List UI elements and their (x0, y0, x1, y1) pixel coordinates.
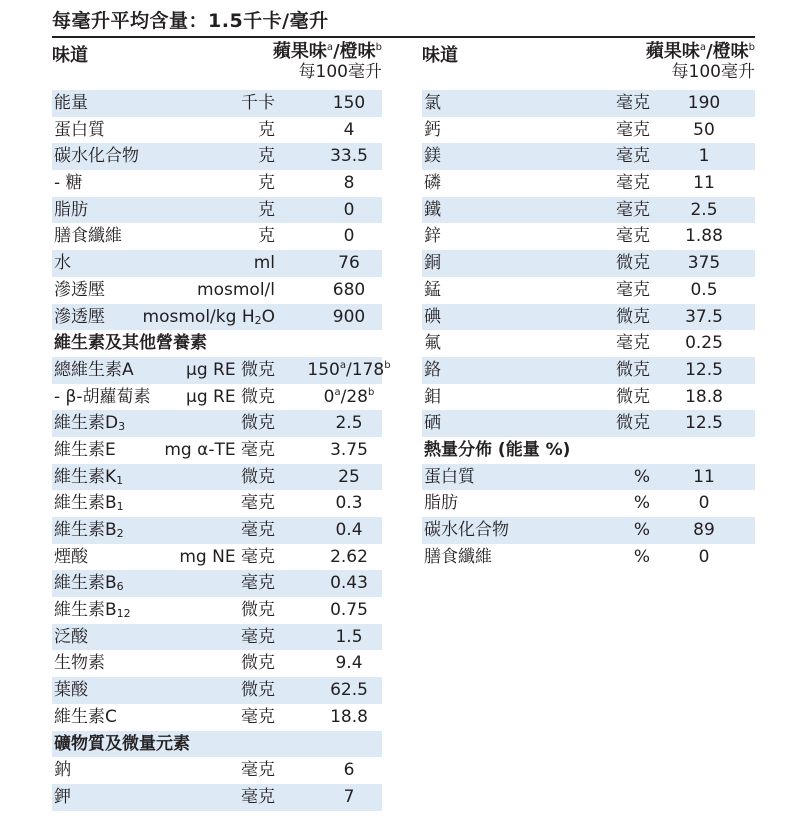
nutrient-name: 氟 (424, 333, 441, 354)
unit-cell: 微克 (241, 466, 275, 487)
value-cell: 2.5 (690, 199, 718, 220)
value-cell: 33.5 (330, 146, 368, 167)
table-row (422, 304, 755, 331)
table-row (422, 170, 755, 197)
value-cell: 0.4 (335, 520, 363, 540)
flavor-header: 蘋果味$^a$/橙味$^b$ 每100毫升 (272, 41, 382, 82)
value-cell: 18.8 (685, 386, 723, 407)
nutrient-name: 錳 (424, 279, 441, 300)
nutrient-name: 蛋白質 (54, 119, 105, 140)
nutrient-name: 維生素$D_3$ (54, 413, 126, 434)
nutrient-name: 鉀 (54, 786, 71, 807)
per-100ml-label: 每100毫升 (671, 62, 755, 82)
table-row (52, 437, 382, 464)
nutrient-name: 硒 (424, 413, 441, 434)
value-cell: 37.5 (685, 306, 723, 327)
value-cell: 375 (687, 253, 721, 274)
value-cell: 2.62 (330, 546, 368, 567)
value-cell: 8 (343, 173, 355, 194)
value-cell: 0.5 (690, 279, 718, 300)
value-cell: 0.3 (335, 493, 363, 514)
value-cell: 4 (343, 119, 355, 140)
value-cell: 900 (332, 306, 366, 327)
value-cell: 190 (687, 93, 721, 113)
unit-cell: 毫克 (616, 199, 650, 220)
unit-cell: 毫克 (616, 119, 650, 140)
flavor-column-label: 味道 (52, 45, 88, 66)
table-row (52, 597, 382, 624)
value-cell: 3.75 (330, 439, 368, 460)
table-row (52, 517, 382, 544)
table-row (52, 757, 382, 784)
nutrient-name: 維生素$K_1$ (54, 466, 124, 487)
nutrient-name: 礦物質及微量元素 (54, 733, 190, 754)
value-cell: 9.4 (335, 653, 363, 674)
unit-cell: 毫克 (616, 333, 650, 354)
table-row (422, 197, 755, 224)
nutrient-name: 氯 (424, 93, 441, 113)
unit-cell: 微克 (616, 359, 650, 380)
value-cell: 25 (338, 466, 360, 487)
table-row (52, 784, 382, 811)
nutrient-name: - 糖 (54, 173, 83, 194)
table-row (422, 544, 755, 571)
value-cell: 1.5 (335, 626, 363, 647)
unit-cell: 毫克 (241, 626, 275, 647)
per-100ml-label: 每100毫升 (298, 62, 382, 82)
table-row (422, 117, 755, 144)
unit-cell: % (633, 466, 650, 487)
unit-cell: 毫克 (616, 93, 650, 113)
nutrient-name: 維生素$B_{12}$ (54, 600, 131, 621)
nutrient-name: 鉻 (424, 359, 441, 380)
nutrient-name: 碳水化合物 (424, 520, 509, 540)
value-cell: 12.5 (685, 359, 723, 380)
unit-cell: 克 (258, 199, 275, 220)
nutrient-name: 膳食纖維 (424, 546, 492, 567)
value-cell: 50 (693, 119, 715, 140)
value-cell: 150 (332, 93, 366, 113)
nutrient-name: 能量 (54, 93, 88, 113)
value-cell: 7 (343, 786, 355, 807)
table-row (52, 650, 382, 677)
value-cell: 0 (343, 226, 355, 247)
nutrient-name: 水 (54, 253, 71, 274)
unit-cell: 毫克 (241, 573, 275, 594)
value-cell: 18.8 (330, 706, 368, 727)
flavor-column-label: 味道 (422, 45, 458, 66)
nutrient-name: 維生素C (54, 706, 117, 727)
flavor-apple: 蘋果味 (272, 41, 327, 62)
nutrient-name: 蛋白質 (424, 466, 475, 487)
table-row (52, 197, 382, 224)
page-title: 每毫升平均含量：1.5千卡/毫升 (52, 10, 329, 32)
value-cell: 0$^a$/28$^b$ (323, 386, 375, 407)
value-cell: 0.43 (330, 573, 368, 594)
unit-cell: 微克 (241, 600, 275, 621)
unit-cell: 微克 (241, 680, 275, 701)
nutrient-name: 維生素$B_1$ (54, 493, 124, 514)
unit-cell: 克 (258, 173, 275, 194)
nutrient-name: 生物素 (54, 653, 105, 674)
unit-cell: ml (253, 253, 275, 274)
table-row (52, 490, 382, 517)
table-row (52, 223, 382, 250)
unit-cell: mosmol/l (197, 279, 275, 300)
section-header (52, 330, 382, 357)
table-row (422, 330, 755, 357)
nutrient-name: 碳水化合物 (54, 146, 139, 167)
value-cell: 0 (698, 546, 710, 567)
nutrient-name: 銅 (424, 253, 441, 274)
table-row (422, 517, 755, 544)
unit-cell: 毫克 (241, 786, 275, 807)
value-cell: 680 (332, 279, 366, 300)
unit-cell: 微克 (241, 653, 275, 674)
value-cell: 6 (343, 760, 355, 781)
nutrient-name: 維生素E (54, 439, 116, 460)
table-row (422, 277, 755, 304)
table-row (422, 90, 755, 117)
section-header (422, 437, 755, 464)
unit-cell: 毫克 (616, 173, 650, 194)
unit-cell: % (633, 546, 650, 567)
table-row (52, 624, 382, 651)
nutrient-name: 磷 (424, 173, 441, 194)
right-table-header (422, 38, 755, 90)
nutrient-name: 滲透壓 (54, 279, 105, 300)
nutrient-name: 熱量分佈 (能量 %) (424, 439, 571, 460)
unit-cell: % (633, 520, 650, 540)
table-row (52, 544, 382, 571)
table-row (52, 143, 382, 170)
nutrient-name: 總維生素A (54, 359, 134, 380)
nutrient-name: 鐵 (424, 199, 441, 220)
value-cell: 1 (698, 146, 710, 167)
table-row (52, 677, 382, 704)
table-row (52, 117, 382, 144)
value-cell: 76 (338, 253, 360, 274)
unit-cell: 微克 (241, 413, 275, 434)
value-cell: 11 (693, 173, 715, 194)
nutrient-name: 脂肪 (54, 199, 88, 220)
value-cell: 62.5 (330, 680, 368, 701)
unit-cell: 毫克 (241, 760, 275, 781)
table-row (52, 357, 391, 384)
unit-cell: 微克 (616, 413, 650, 434)
value-cell: 1.88 (685, 226, 723, 247)
flavor-orange: 橙味 (712, 41, 749, 62)
unit-cell: mg α-TE 毫克 (164, 439, 275, 460)
table-row (422, 143, 755, 170)
unit-cell: μg RE 微克 (186, 359, 275, 380)
nutrient-name: 脂肪 (424, 493, 458, 514)
table-row (52, 277, 382, 304)
unit-cell: 毫克 (616, 146, 650, 167)
table-row (52, 304, 382, 331)
unit-cell: 微克 (616, 306, 650, 327)
table-row (422, 357, 755, 384)
left-table (52, 38, 391, 811)
unit-cell: 克 (258, 146, 275, 167)
nutrient-name: 鉬 (424, 386, 441, 407)
value-cell: 11 (693, 466, 715, 487)
table-row (52, 90, 382, 117)
left-table-header (52, 38, 382, 90)
nutrient-name: 葉酸 (54, 680, 88, 701)
value-cell: 0 (698, 493, 710, 514)
unit-cell: 毫克 (241, 706, 275, 727)
nutrient-name: 滲透壓 (54, 306, 105, 327)
table-row (422, 384, 755, 411)
value-cell: 0.75 (330, 600, 368, 621)
value-cell: 2.5 (335, 413, 363, 434)
nutrient-name: 鈉 (54, 760, 71, 781)
unit-cell: 毫克 (616, 226, 650, 247)
unit-cell: 微克 (616, 386, 650, 407)
right-table (422, 38, 755, 570)
nutrient-name: 維生素及其他營養素 (54, 333, 207, 354)
nutrient-name: 鋅 (424, 226, 441, 247)
unit-cell: 千卡 (241, 93, 275, 113)
table-row (52, 250, 382, 277)
table-row (52, 170, 382, 197)
table-row (422, 464, 755, 491)
value-cell: 0 (343, 199, 355, 220)
table-row (52, 570, 382, 597)
nutrient-name: 維生素$B_2$ (54, 520, 124, 540)
unit-cell: mosmol/kg $H_2O$ (142, 306, 275, 327)
value-cell: 0.25 (685, 333, 723, 354)
table-row (52, 384, 382, 411)
table-row (52, 704, 382, 731)
flavor-header: 蘋果味$^a$/橙味$^b$ 每100毫升 (645, 41, 755, 82)
table-row (52, 410, 382, 437)
unit-cell: 克 (258, 119, 275, 140)
nutrient-name: 維生素$B_6$ (54, 573, 124, 594)
nutrient-name: 泛酸 (54, 626, 88, 647)
nutrient-name: 碘 (424, 306, 441, 327)
table-row (52, 464, 382, 491)
nutrient-name: 鎂 (424, 146, 441, 167)
unit-cell: 毫克 (616, 279, 650, 300)
value-cell: 150$^a$/178$^b$ (307, 359, 391, 380)
section-header (52, 731, 382, 758)
flavor-apple: 蘋果味 (645, 41, 700, 62)
value-cell: 12.5 (685, 413, 723, 434)
unit-cell: μg RE 微克 (186, 386, 275, 407)
left-rows (52, 90, 391, 811)
unit-cell: 毫克 (241, 493, 275, 514)
value-cell: 89 (693, 520, 715, 540)
unit-cell: 毫克 (241, 520, 275, 540)
unit-cell: 克 (258, 226, 275, 247)
unit-cell: 微克 (616, 253, 650, 274)
table-row (422, 250, 755, 277)
nutrient-name: 膳食纖維 (54, 226, 122, 247)
nutrient-name: 鈣 (424, 119, 441, 140)
right-rows (422, 90, 755, 570)
nutrient-name: - β-胡蘿蔔素 (54, 386, 151, 407)
flavor-orange: 橙味 (339, 41, 376, 62)
table-row (422, 490, 755, 517)
table-row (422, 223, 755, 250)
unit-cell: % (633, 493, 650, 514)
unit-cell: mg NE 毫克 (179, 546, 275, 567)
nutrient-name: 煙酸 (54, 546, 88, 567)
table-row (422, 410, 755, 437)
